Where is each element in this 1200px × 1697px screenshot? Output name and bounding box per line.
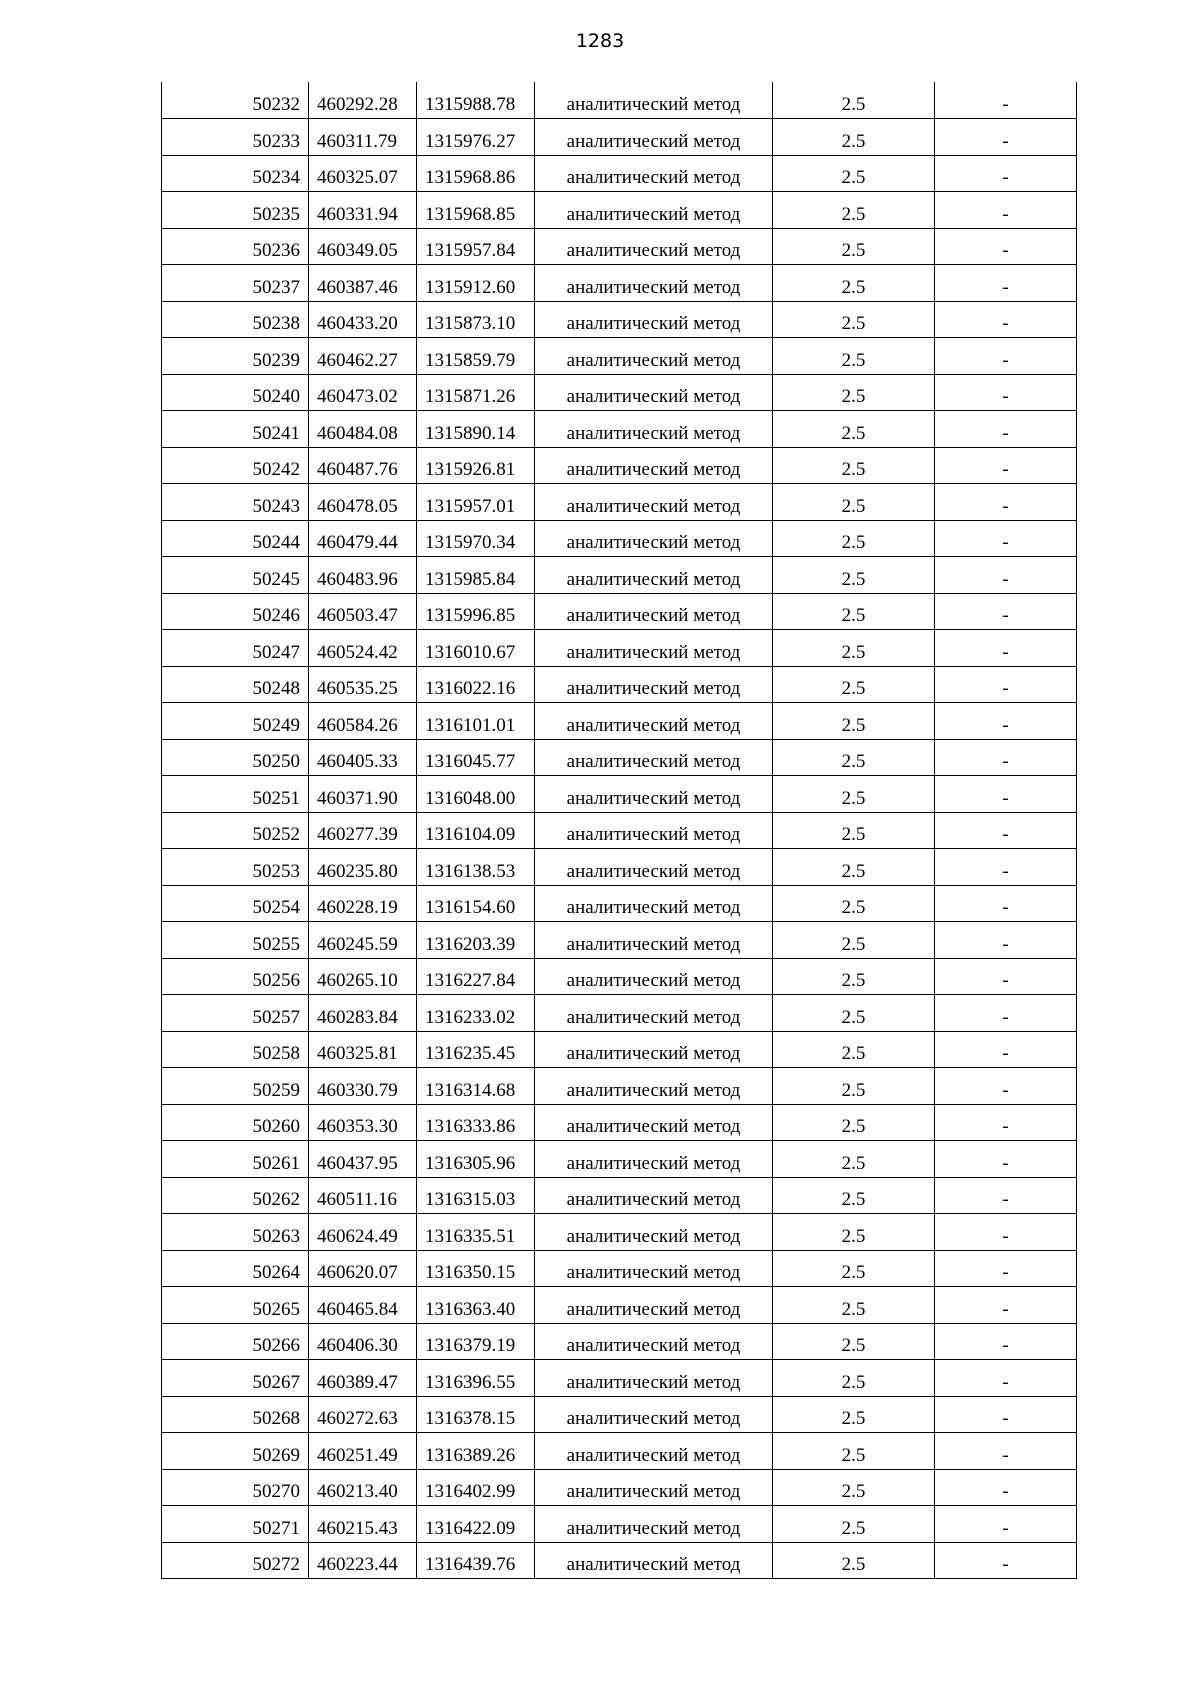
method-cell: аналитический метод [535,1177,773,1214]
table-row [162,1068,1077,1105]
accuracy-cell: 2.5 [773,119,935,156]
method-cell: аналитический метод [535,520,773,557]
note-cell: - [935,338,1077,375]
y-coordinate-cell: 1316314.68 [417,1068,535,1105]
table-row [162,1360,1077,1397]
x-coordinate-cell: 460437.95 [309,1141,417,1178]
x-coordinate-cell: 460511.16 [309,1177,417,1214]
x-coordinate-cell: 460535.25 [309,666,417,703]
note-cell: - [935,666,1077,703]
method-cell: аналитический метод [535,119,773,156]
point-number-cell: 50248 [162,666,309,703]
x-coordinate-cell: 460584.26 [309,703,417,740]
accuracy-cell: 2.5 [773,666,935,703]
y-coordinate-cell: 1315859.79 [417,338,535,375]
accuracy-cell: 2.5 [773,1506,935,1543]
accuracy-cell: 2.5 [773,1250,935,1287]
x-coordinate-cell: 460251.49 [309,1433,417,1470]
table-row [162,1104,1077,1141]
method-cell: аналитический метод [535,1287,773,1324]
x-coordinate-cell: 460349.05 [309,228,417,265]
note-cell: - [935,1287,1077,1324]
method-cell: аналитический метод [535,447,773,484]
table-row [162,1469,1077,1506]
x-coordinate-cell: 460465.84 [309,1287,417,1324]
accuracy-cell: 2.5 [773,849,935,886]
point-number-cell: 50264 [162,1250,309,1287]
method-cell: аналитический метод [535,1469,773,1506]
note-cell: - [935,520,1077,557]
x-coordinate-cell: 460223.44 [309,1542,417,1579]
table-row [162,885,1077,922]
y-coordinate-cell: 1316389.26 [417,1433,535,1470]
accuracy-cell: 2.5 [773,922,935,959]
table-row [162,922,1077,959]
note-cell: - [935,119,1077,156]
method-cell: аналитический метод [535,265,773,302]
y-coordinate-cell: 1316333.86 [417,1104,535,1141]
note-cell: - [935,265,1077,302]
y-coordinate-cell: 1316350.15 [417,1250,535,1287]
note-cell: - [935,812,1077,849]
method-cell: аналитический метод [535,776,773,813]
point-number-cell: 50271 [162,1506,309,1543]
y-coordinate-cell: 1315873.10 [417,301,535,338]
point-number-cell: 50270 [162,1469,309,1506]
point-number-cell: 50259 [162,1068,309,1105]
accuracy-cell: 2.5 [773,228,935,265]
x-coordinate-cell: 460228.19 [309,885,417,922]
y-coordinate-cell: 1316335.51 [417,1214,535,1251]
point-number-cell: 50269 [162,1433,309,1470]
y-coordinate-cell: 1316315.03 [417,1177,535,1214]
point-number-cell: 50252 [162,812,309,849]
method-cell: аналитический метод [535,557,773,594]
point-number-cell: 50244 [162,520,309,557]
method-cell: аналитический метод [535,995,773,1032]
x-coordinate-cell: 460473.02 [309,374,417,411]
note-cell: - [935,447,1077,484]
accuracy-cell: 2.5 [773,776,935,813]
table-row [162,1323,1077,1360]
accuracy-cell: 2.5 [773,192,935,229]
point-number-cell: 50247 [162,630,309,667]
accuracy-cell: 2.5 [773,411,935,448]
point-number-cell: 50263 [162,1214,309,1251]
x-coordinate-cell: 460311.79 [309,119,417,156]
method-cell: аналитический метод [535,1323,773,1360]
accuracy-cell: 2.5 [773,1323,935,1360]
y-coordinate-cell: 1316010.67 [417,630,535,667]
x-coordinate-cell: 460371.90 [309,776,417,813]
point-number-cell: 50261 [162,1141,309,1178]
accuracy-cell: 2.5 [773,812,935,849]
y-coordinate-cell: 1315996.85 [417,593,535,630]
x-coordinate-cell: 460624.49 [309,1214,417,1251]
note-cell: - [935,411,1077,448]
x-coordinate-cell: 460389.47 [309,1360,417,1397]
point-number-cell: 50250 [162,739,309,776]
table-row [162,849,1077,886]
point-number-cell: 50258 [162,1031,309,1068]
method-cell: аналитический метод [535,1031,773,1068]
x-coordinate-cell: 460213.40 [309,1469,417,1506]
y-coordinate-cell: 1315912.60 [417,265,535,302]
y-coordinate-cell: 1316235.45 [417,1031,535,1068]
note-cell: - [935,228,1077,265]
note-cell: - [935,1433,1077,1470]
table-row [162,228,1077,265]
method-cell: аналитический метод [535,885,773,922]
method-cell: аналитический метод [535,1141,773,1178]
y-coordinate-cell: 1316022.16 [417,666,535,703]
y-coordinate-cell: 1316363.40 [417,1287,535,1324]
y-coordinate-cell: 1316104.09 [417,812,535,849]
accuracy-cell: 2.5 [773,1433,935,1470]
x-coordinate-cell: 460503.47 [309,593,417,630]
point-number-cell: 50232 [162,82,309,119]
note-cell: - [935,1250,1077,1287]
coordinates-table [161,82,1077,1579]
method-cell: аналитический метод [535,301,773,338]
x-coordinate-cell: 460462.27 [309,338,417,375]
accuracy-cell: 2.5 [773,593,935,630]
x-coordinate-cell: 460292.28 [309,82,417,119]
table-row [162,1141,1077,1178]
table-row [162,995,1077,1032]
x-coordinate-cell: 460235.80 [309,849,417,886]
note-cell: - [935,155,1077,192]
method-cell: аналитический метод [535,484,773,521]
note-cell: - [935,630,1077,667]
method-cell: аналитический метод [535,1214,773,1251]
y-coordinate-cell: 1315985.84 [417,557,535,594]
x-coordinate-cell: 460215.43 [309,1506,417,1543]
x-coordinate-cell: 460272.63 [309,1396,417,1433]
point-number-cell: 50243 [162,484,309,521]
table-row [162,703,1077,740]
method-cell: аналитический метод [535,1433,773,1470]
note-cell: - [935,1177,1077,1214]
method-cell: аналитический метод [535,739,773,776]
table-row [162,301,1077,338]
table-row [162,192,1077,229]
accuracy-cell: 2.5 [773,1177,935,1214]
x-coordinate-cell: 460478.05 [309,484,417,521]
table-row [162,812,1077,849]
table-row [162,1214,1077,1251]
point-number-cell: 50235 [162,192,309,229]
note-cell: - [935,484,1077,521]
x-coordinate-cell: 460479.44 [309,520,417,557]
y-coordinate-cell: 1315890.14 [417,411,535,448]
table-row [162,557,1077,594]
method-cell: аналитический метод [535,228,773,265]
y-coordinate-cell: 1316048.00 [417,776,535,813]
x-coordinate-cell: 460353.30 [309,1104,417,1141]
point-number-cell: 50268 [162,1396,309,1433]
point-number-cell: 50233 [162,119,309,156]
method-cell: аналитический метод [535,703,773,740]
point-number-cell: 50249 [162,703,309,740]
accuracy-cell: 2.5 [773,995,935,1032]
method-cell: аналитический метод [535,1360,773,1397]
table-row [162,520,1077,557]
coordinates-table-body [162,82,1077,1579]
method-cell: аналитический метод [535,1396,773,1433]
accuracy-cell: 2.5 [773,958,935,995]
y-coordinate-cell: 1315970.34 [417,520,535,557]
note-cell: - [935,885,1077,922]
method-cell: аналитический метод [535,82,773,119]
table-row [162,1287,1077,1324]
x-coordinate-cell: 460325.07 [309,155,417,192]
method-cell: аналитический метод [535,411,773,448]
x-coordinate-cell: 460245.59 [309,922,417,959]
accuracy-cell: 2.5 [773,155,935,192]
y-coordinate-cell: 1316154.60 [417,885,535,922]
y-coordinate-cell: 1316422.09 [417,1506,535,1543]
note-cell: - [935,374,1077,411]
point-number-cell: 50239 [162,338,309,375]
accuracy-cell: 2.5 [773,1214,935,1251]
note-cell: - [935,1360,1077,1397]
point-number-cell: 50241 [162,411,309,448]
accuracy-cell: 2.5 [773,1360,935,1397]
y-coordinate-cell: 1316101.01 [417,703,535,740]
method-cell: аналитический метод [535,338,773,375]
point-number-cell: 50238 [162,301,309,338]
table-row [162,666,1077,703]
x-coordinate-cell: 460524.42 [309,630,417,667]
y-coordinate-cell: 1316402.99 [417,1469,535,1506]
page-number: 1283 [575,30,625,52]
table-row [162,265,1077,302]
y-coordinate-cell: 1315957.01 [417,484,535,521]
method-cell: аналитический метод [535,1542,773,1579]
note-cell: - [935,301,1077,338]
note-cell: - [935,739,1077,776]
table-row [162,739,1077,776]
note-cell: - [935,1214,1077,1251]
x-coordinate-cell: 460283.84 [309,995,417,1032]
point-number-cell: 50253 [162,849,309,886]
accuracy-cell: 2.5 [773,265,935,302]
x-coordinate-cell: 460405.33 [309,739,417,776]
method-cell: аналитический метод [535,1506,773,1543]
point-number-cell: 50255 [162,922,309,959]
note-cell: - [935,776,1077,813]
point-number-cell: 50262 [162,1177,309,1214]
accuracy-cell: 2.5 [773,1469,935,1506]
y-coordinate-cell: 1315957.84 [417,228,535,265]
note-cell: - [935,958,1077,995]
method-cell: аналитический метод [535,374,773,411]
table-row [162,593,1077,630]
table-row [162,119,1077,156]
x-coordinate-cell: 460483.96 [309,557,417,594]
accuracy-cell: 2.5 [773,739,935,776]
method-cell: аналитический метод [535,812,773,849]
method-cell: аналитический метод [535,1250,773,1287]
y-coordinate-cell: 1316378.15 [417,1396,535,1433]
y-coordinate-cell: 1315871.26 [417,374,535,411]
x-coordinate-cell: 460484.08 [309,411,417,448]
table-row [162,630,1077,667]
accuracy-cell: 2.5 [773,557,935,594]
accuracy-cell: 2.5 [773,885,935,922]
y-coordinate-cell: 1315968.85 [417,192,535,229]
note-cell: - [935,593,1077,630]
y-coordinate-cell: 1315968.86 [417,155,535,192]
note-cell: - [935,1469,1077,1506]
table-row [162,447,1077,484]
table-row [162,776,1077,813]
point-number-cell: 50234 [162,155,309,192]
method-cell: аналитический метод [535,155,773,192]
note-cell: - [935,1396,1077,1433]
table-row [162,1542,1077,1579]
y-coordinate-cell: 1316396.55 [417,1360,535,1397]
note-cell: - [935,1506,1077,1543]
accuracy-cell: 2.5 [773,1068,935,1105]
table-row [162,958,1077,995]
accuracy-cell: 2.5 [773,1031,935,1068]
method-cell: аналитический метод [535,922,773,959]
accuracy-cell: 2.5 [773,484,935,521]
note-cell: - [935,849,1077,886]
table-row [162,1506,1077,1543]
table-row [162,411,1077,448]
point-number-cell: 50254 [162,885,309,922]
y-coordinate-cell: 1316045.77 [417,739,535,776]
table-row [162,374,1077,411]
y-coordinate-cell: 1316138.53 [417,849,535,886]
y-coordinate-cell: 1316227.84 [417,958,535,995]
note-cell: - [935,922,1077,959]
accuracy-cell: 2.5 [773,703,935,740]
table-row [162,1031,1077,1068]
point-number-cell: 50240 [162,374,309,411]
note-cell: - [935,703,1077,740]
point-number-cell: 50257 [162,995,309,1032]
point-number-cell: 50236 [162,228,309,265]
note-cell: - [935,82,1077,119]
accuracy-cell: 2.5 [773,82,935,119]
accuracy-cell: 2.5 [773,447,935,484]
method-cell: аналитический метод [535,192,773,229]
accuracy-cell: 2.5 [773,1104,935,1141]
note-cell: - [935,1542,1077,1579]
accuracy-cell: 2.5 [773,1542,935,1579]
table-row [162,338,1077,375]
method-cell: аналитический метод [535,958,773,995]
table-row [162,82,1077,119]
method-cell: аналитический метод [535,630,773,667]
x-coordinate-cell: 460620.07 [309,1250,417,1287]
y-coordinate-cell: 1316305.96 [417,1141,535,1178]
y-coordinate-cell: 1316379.19 [417,1323,535,1360]
note-cell: - [935,1068,1077,1105]
method-cell: аналитический метод [535,593,773,630]
accuracy-cell: 2.5 [773,520,935,557]
accuracy-cell: 2.5 [773,630,935,667]
table-row [162,1177,1077,1214]
method-cell: аналитический метод [535,1068,773,1105]
x-coordinate-cell: 460331.94 [309,192,417,229]
accuracy-cell: 2.5 [773,1287,935,1324]
table-row [162,484,1077,521]
x-coordinate-cell: 460406.30 [309,1323,417,1360]
x-coordinate-cell: 460487.76 [309,447,417,484]
note-cell: - [935,557,1077,594]
point-number-cell: 50246 [162,593,309,630]
note-cell: - [935,995,1077,1032]
x-coordinate-cell: 460433.20 [309,301,417,338]
table-row [162,1433,1077,1470]
note-cell: - [935,1031,1077,1068]
x-coordinate-cell: 460330.79 [309,1068,417,1105]
point-number-cell: 50256 [162,958,309,995]
point-number-cell: 50272 [162,1542,309,1579]
accuracy-cell: 2.5 [773,338,935,375]
y-coordinate-cell: 1316233.02 [417,995,535,1032]
y-coordinate-cell: 1315926.81 [417,447,535,484]
point-number-cell: 50265 [162,1287,309,1324]
accuracy-cell: 2.5 [773,1141,935,1178]
point-number-cell: 50260 [162,1104,309,1141]
note-cell: - [935,1141,1077,1178]
method-cell: аналитический метод [535,849,773,886]
point-number-cell: 50245 [162,557,309,594]
x-coordinate-cell: 460387.46 [309,265,417,302]
table-row [162,155,1077,192]
x-coordinate-cell: 460325.81 [309,1031,417,1068]
method-cell: аналитический метод [535,1104,773,1141]
y-coordinate-cell: 1315988.78 [417,82,535,119]
note-cell: - [935,1104,1077,1141]
accuracy-cell: 2.5 [773,301,935,338]
note-cell: - [935,1323,1077,1360]
note-cell: - [935,192,1077,229]
y-coordinate-cell: 1315976.27 [417,119,535,156]
table-row [162,1396,1077,1433]
point-number-cell: 50251 [162,776,309,813]
table-row [162,1250,1077,1287]
point-number-cell: 50266 [162,1323,309,1360]
y-coordinate-cell: 1316203.39 [417,922,535,959]
point-number-cell: 50237 [162,265,309,302]
y-coordinate-cell: 1316439.76 [417,1542,535,1579]
point-number-cell: 50267 [162,1360,309,1397]
accuracy-cell: 2.5 [773,1396,935,1433]
point-number-cell: 50242 [162,447,309,484]
method-cell: аналитический метод [535,666,773,703]
x-coordinate-cell: 460277.39 [309,812,417,849]
accuracy-cell: 2.5 [773,374,935,411]
x-coordinate-cell: 460265.10 [309,958,417,995]
